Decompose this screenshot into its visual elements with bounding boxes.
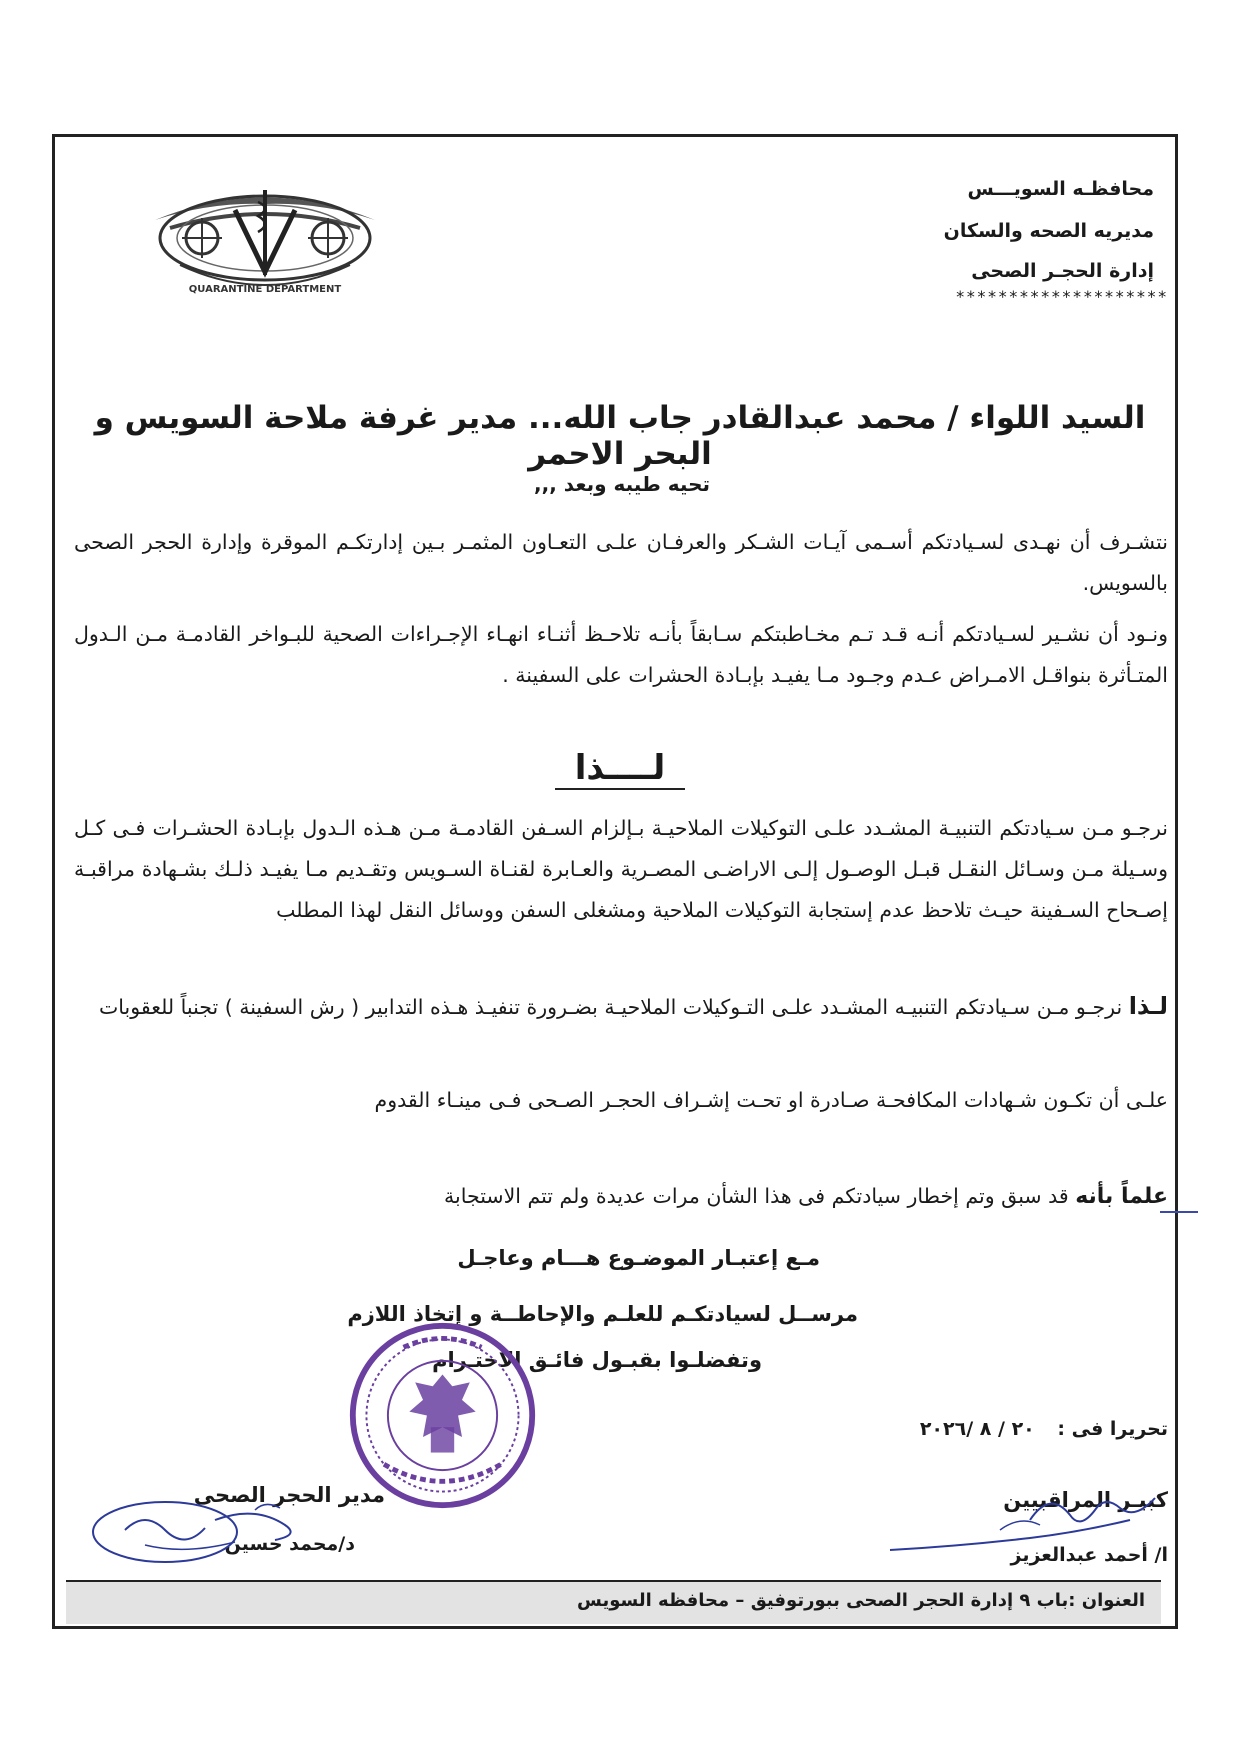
right-signatory-name: ا/ أحمد عبدالعزيز — [1010, 1544, 1168, 1566]
margin-mark — [1160, 1211, 1198, 1213]
paragraph-note-lead: علماً بأنه — [1075, 1184, 1168, 1209]
paragraph-enforcement-lead: لـذا — [1128, 992, 1168, 1020]
department-name: إدارة الحجـر الصحى — [971, 260, 1154, 282]
directorate-name: مديريه الصحه والسكان — [943, 220, 1154, 242]
right-signature-icon — [880, 1480, 1170, 1570]
greeting-line: تحيه طيبه وبعد ,,, — [534, 472, 710, 496]
date-label: تحريرا فى : — [1057, 1418, 1168, 1440]
left-signatory-title: مدير الحجر الصحى — [193, 1483, 385, 1507]
left-signatory-name: د/محمد حسين — [224, 1533, 355, 1555]
paragraph-note-text: قد سبق وتم إخطار سيادتكم فى هذا الشأن مرات عديدة ولم تتم الاستجابة — [444, 1184, 1069, 1208]
left-signature-icon — [85, 1490, 315, 1570]
addressee-line: السيد اللواء / محمد عبدالقادر جاب الله... مدير غرفة ملاحة السويس و البحر الاحمر — [94, 400, 1146, 472]
section-heading — [0, 748, 1240, 790]
footer-address: العنوان :باب ٩ إدارة الحجر الصحى ببورتوفيق – محافظه السويس — [577, 1590, 1145, 1611]
paragraph-thanks: نتشـرف أن نهـدى لسـيادتكم أسـمى آيـات الشـكر والعرفـان علـى التعـاون المثمـر بـين إدارتكـم الموقرة وإدارة الحجر الصحى بالسويس. — [74, 530, 1168, 595]
paragraph-previous-notice: ونـود أن نشـير لسـيادتكم أنـه قـد تـم مخـاطبتكم سـابقاً بأنـه تلاحـظ أثنـاء انهـاء الإجـراءات الصحية للبـواخر القادمـة مـن الـدول المتـأثرة بنواقـل الامـراض عـدم وجـود مـا يفيـد بإبـادة الحشرات على السفينة . — [74, 622, 1168, 687]
header-separator: ******************** — [955, 287, 1168, 306]
paragraph-certificates: علـى أن تكـون شـهادات المكافحـة صـادرة او تحـت إشـراف الحجـر الصـحى فـى مينـاء القدوم — [374, 1088, 1168, 1112]
paragraph-request: نرجـو مـن سـيادتكم التنبيـة المشـدد علـى التوكيلات الملاحيـة بـإلزام السـفن القادمـة مـن هـذه الـدول بإبـادة الحشـرات فـى كـل وسـيلة مـن وسـائل النقـل قبـل الوصـول إلـى الاراضـى المصـرية والعـابرة لقنـاة السـويس وتقـديم مـا يفيـد ذلـك بشـهادة مراقبـة إصـحاح السـفينة حيـث تلاحظ عدم إستجابة التوكيلات الملاحية ومشغلى السفن ووسائل النقل لهذا المطلب — [74, 816, 1168, 922]
closing-importance: مـع إعتبـار الموضـوع هـــام وعاجـل — [457, 1246, 820, 1270]
footer-address-bar — [66, 1580, 1161, 1624]
date-value: ٢٠ / ٨ /٢٠٢٦ — [919, 1418, 1035, 1440]
quarantine-logo-icon — [140, 180, 390, 300]
paragraph-enforcement — [74, 986, 1168, 1028]
paragraph-enforcement-text: نرجـو مـن سـيادتكم التنبيـه المشـدد علـى التـوكيلات الملاحيـة بضـرورة تنفيـذ هـذه التدابير ( رش السفينة ) تجنباً للعقوبات — [99, 995, 1123, 1019]
closing-forward: مرســل لسيادتكـم للعلـم والإحاطــة و إتخاذ اللازم — [347, 1302, 858, 1326]
governorate-name: محافظـه السويـــس — [967, 178, 1154, 200]
section-heading-text: لــــذا — [555, 748, 686, 790]
right-signatory-title: كبيـر المراقبيين — [1003, 1488, 1168, 1512]
date-line — [920, 1418, 1168, 1440]
paragraph-note — [74, 1176, 1168, 1217]
logo-caption: QUARANTINE DEPARTMENT — [188, 284, 342, 295]
closing-regards: وتفضلـوا بقبـول فائـق الاحتـرام — [432, 1348, 762, 1372]
